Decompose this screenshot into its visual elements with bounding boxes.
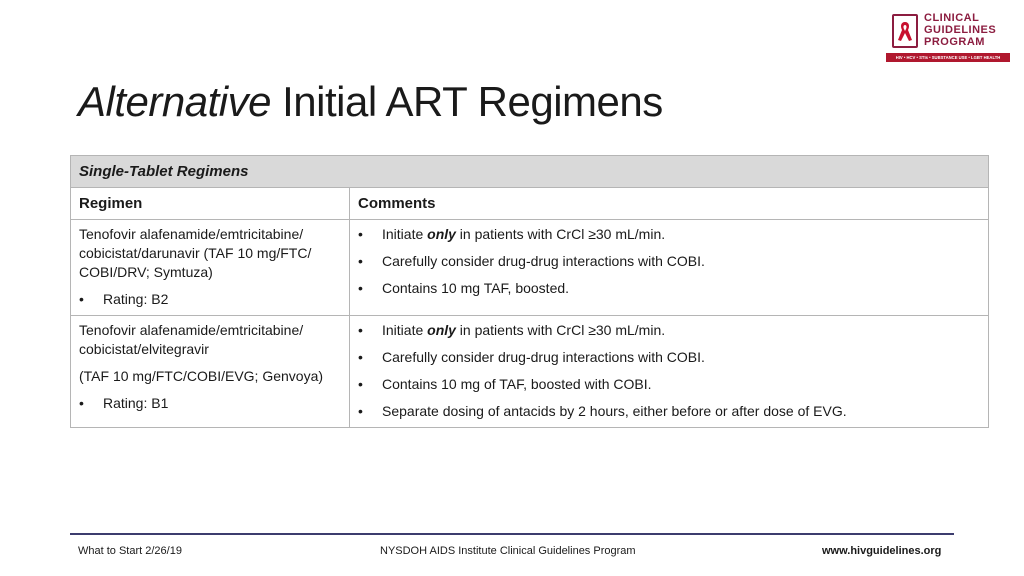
table-row bbox=[71, 220, 989, 316]
logo-tagline-band: HIV • HCV • STIs • SUBSTANCE USE • LGBT HEALTH bbox=[886, 53, 1010, 62]
table-row bbox=[71, 316, 989, 428]
comments-cell bbox=[350, 316, 989, 428]
comment-emphasis: only bbox=[427, 322, 456, 338]
rating-item: • Rating: B2 bbox=[79, 290, 341, 309]
footer-date: What to Start 2/26/19 bbox=[78, 545, 182, 557]
comments-list bbox=[358, 321, 980, 421]
column-header-row bbox=[71, 188, 989, 220]
regimen-cell bbox=[71, 316, 350, 428]
logo-line-3: PROGRAM bbox=[924, 36, 985, 48]
comment-text: in patients with CrCl ≥30 mL/min. bbox=[455, 322, 666, 338]
comment-text: in patients with CrCl ≥30 mL/min. bbox=[455, 226, 666, 242]
logo-wordmark bbox=[924, 12, 996, 48]
comment-item: • Contains 10 mg TAF, boosted. bbox=[358, 279, 980, 298]
slide-title-rest: Initial ART Regimens bbox=[270, 78, 663, 125]
rating-item: • Rating: B1 bbox=[79, 394, 341, 413]
comment-item bbox=[358, 225, 980, 244]
comment-item: • Contains 10 mg of TAF, boosted with COBI. bbox=[358, 375, 980, 394]
comments-cell bbox=[350, 220, 989, 316]
regimen-name: Tenofovir alafenamide/emtricitabine/ cobicistat/elvitegravir bbox=[79, 322, 304, 357]
footer-divider bbox=[70, 533, 954, 535]
column-header-comments: Comments bbox=[350, 188, 989, 220]
comment-item bbox=[358, 321, 980, 340]
section-header-row bbox=[71, 156, 989, 188]
comment-item: • Carefully consider drug-drug interactions with COBI. bbox=[358, 252, 980, 271]
slide-title-italic: Alternative bbox=[78, 78, 271, 125]
column-header-regimen: Regimen bbox=[71, 188, 350, 220]
footer-website-link[interactable]: www.hivguidelines.org bbox=[822, 545, 942, 557]
logo-line-1: CLINICAL bbox=[924, 12, 980, 24]
comment-text: Initiate bbox=[382, 226, 428, 242]
slide-title bbox=[78, 74, 663, 130]
section-header-cell: Single-Tablet Regimens bbox=[71, 156, 989, 188]
footer-program: NYSDOH AIDS Institute Clinical Guidelines Program bbox=[380, 545, 636, 557]
program-logo bbox=[886, 12, 1010, 64]
comments-list bbox=[358, 225, 980, 298]
comment-emphasis: only bbox=[427, 226, 456, 242]
comment-item: • Separate dosing of antacids by 2 hours, either before or after dose of EVG. bbox=[358, 402, 980, 421]
regimens-table bbox=[70, 155, 989, 428]
rating-list bbox=[79, 394, 341, 413]
comment-text: Initiate bbox=[382, 322, 428, 338]
regimen-detail: (TAF 10 mg/FTC/COBI/EVG; Genvoya) bbox=[79, 368, 324, 384]
red-ribbon-icon bbox=[892, 14, 918, 48]
regimen-cell bbox=[71, 220, 350, 316]
regimen-name: Tenofovir alafenamide/emtricitabine/ cobicistat/darunavir (TAF 10 mg/FTC/ COBI/DRV; Symtuza) bbox=[79, 226, 312, 280]
rating-list bbox=[79, 290, 341, 309]
logo-line-2: GUIDELINES bbox=[924, 24, 997, 36]
comment-item: • Carefully consider drug-drug interactions with COBI. bbox=[358, 348, 980, 367]
